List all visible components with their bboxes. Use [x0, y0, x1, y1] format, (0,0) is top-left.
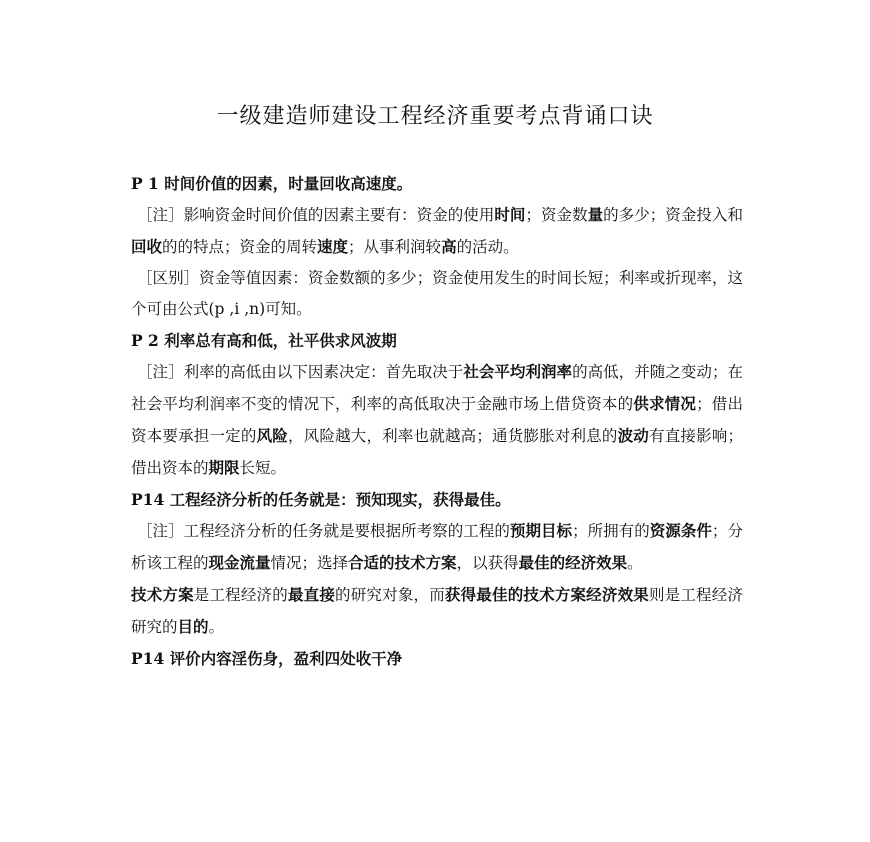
body-text: ［注］工程经济分析的任务就是要根据所考察的工程的 [137, 522, 510, 540]
note-paragraph-p1 [131, 199, 743, 263]
body-text: ，以获得 [456, 554, 519, 572]
body-text: 的多少；资金投入和 [603, 206, 743, 224]
document-body [131, 168, 743, 674]
body-text: ［注］利率的高低由以下因素决定：首先取决于 [137, 363, 464, 381]
emphasis-text: 预期目标 [509, 521, 573, 540]
body-text: 。 [627, 554, 643, 572]
body-text: 是工程经济的 [193, 586, 288, 604]
body-text: 。 [208, 618, 225, 636]
emphasis-text: 技术方案 [131, 585, 194, 604]
emphasis-text: 最直接 [287, 585, 336, 604]
emphasis-text: 风险 [256, 426, 288, 445]
emphasis-text: 社会平均利润率 [463, 362, 573, 381]
note-paragraph-p2 [131, 356, 743, 484]
body-text: ；借出资本要承担一定的 [131, 395, 743, 445]
emphasis-text: 资源条件 [649, 521, 712, 540]
emphasis-text: 回收 [131, 237, 163, 256]
emphasis-text: 期限 [208, 458, 240, 477]
section-heading-p1: P 1 时间价值的因素，时量回收高速度。 [131, 174, 413, 193]
emphasis-text: 速度 [317, 237, 349, 256]
body-text: ；分析该工程的 [131, 522, 743, 572]
note-paragraph-p14-task [131, 515, 743, 579]
body-text: 则是工程经济研究的 [131, 586, 743, 636]
section-heading-p14-evaluation: P14 评价内容淫伤身，盈利四处收干净 [131, 649, 403, 668]
body-text: ，风险越大，利率也就越高；通货膨胀对利息的 [287, 427, 618, 445]
emphasis-text: 合适的技术方案 [348, 553, 457, 572]
body-text: ；资金数 [525, 206, 588, 224]
body-text: 有直接影响；借出资本的 [131, 427, 743, 477]
emphasis-text: 时间 [494, 205, 526, 224]
emphasis-text: 高 [441, 237, 457, 256]
body-text: ［注］影响资金时间价值的因素主要有：资金的使用 [137, 206, 495, 224]
body-text: 长短。 [239, 459, 287, 477]
difference-paragraph-p1: ［区别］资金等值因素：资金数额的多少；资金使用发生的时间长短；利率或折现率，这个可由公式(p ,i ,n)可知。 [131, 269, 743, 318]
emphasis-text: 供求情况 [633, 394, 697, 413]
emphasis-text: 量 [587, 205, 604, 224]
emphasis-text: 目的 [177, 617, 209, 636]
body-text: 的活动。 [456, 238, 519, 256]
body-text: 的高低，并随之变动；在社会平均利润率不变的情况下，利率的高低取决于金融市场上借贷资本的 [131, 363, 743, 413]
body-text: 的的特点；资金的周转 [162, 238, 318, 256]
body-text: 情况；选择 [270, 554, 349, 572]
document-title: 一级建造师建设工程经济重要考点背诵口诀 [216, 104, 654, 129]
summary-paragraph-p14-task [131, 579, 743, 643]
section-heading-p14-task: P14 工程经济分析的任务就是：预知现实，获得最佳。 [131, 490, 511, 509]
body-text: ；从事利润较 [348, 238, 442, 256]
body-text: ；所拥有的 [572, 522, 650, 540]
body-text: 的研究对象，而 [335, 586, 445, 604]
emphasis-text: 获得最佳的技术方案经济效果 [444, 585, 649, 604]
emphasis-text: 最佳的经济效果 [518, 553, 628, 572]
emphasis-text: 现金流量 [208, 553, 271, 572]
emphasis-text: 波动 [617, 426, 649, 445]
section-heading-p2: P 2 利率总有高和低，社平供求风波期 [131, 331, 397, 350]
